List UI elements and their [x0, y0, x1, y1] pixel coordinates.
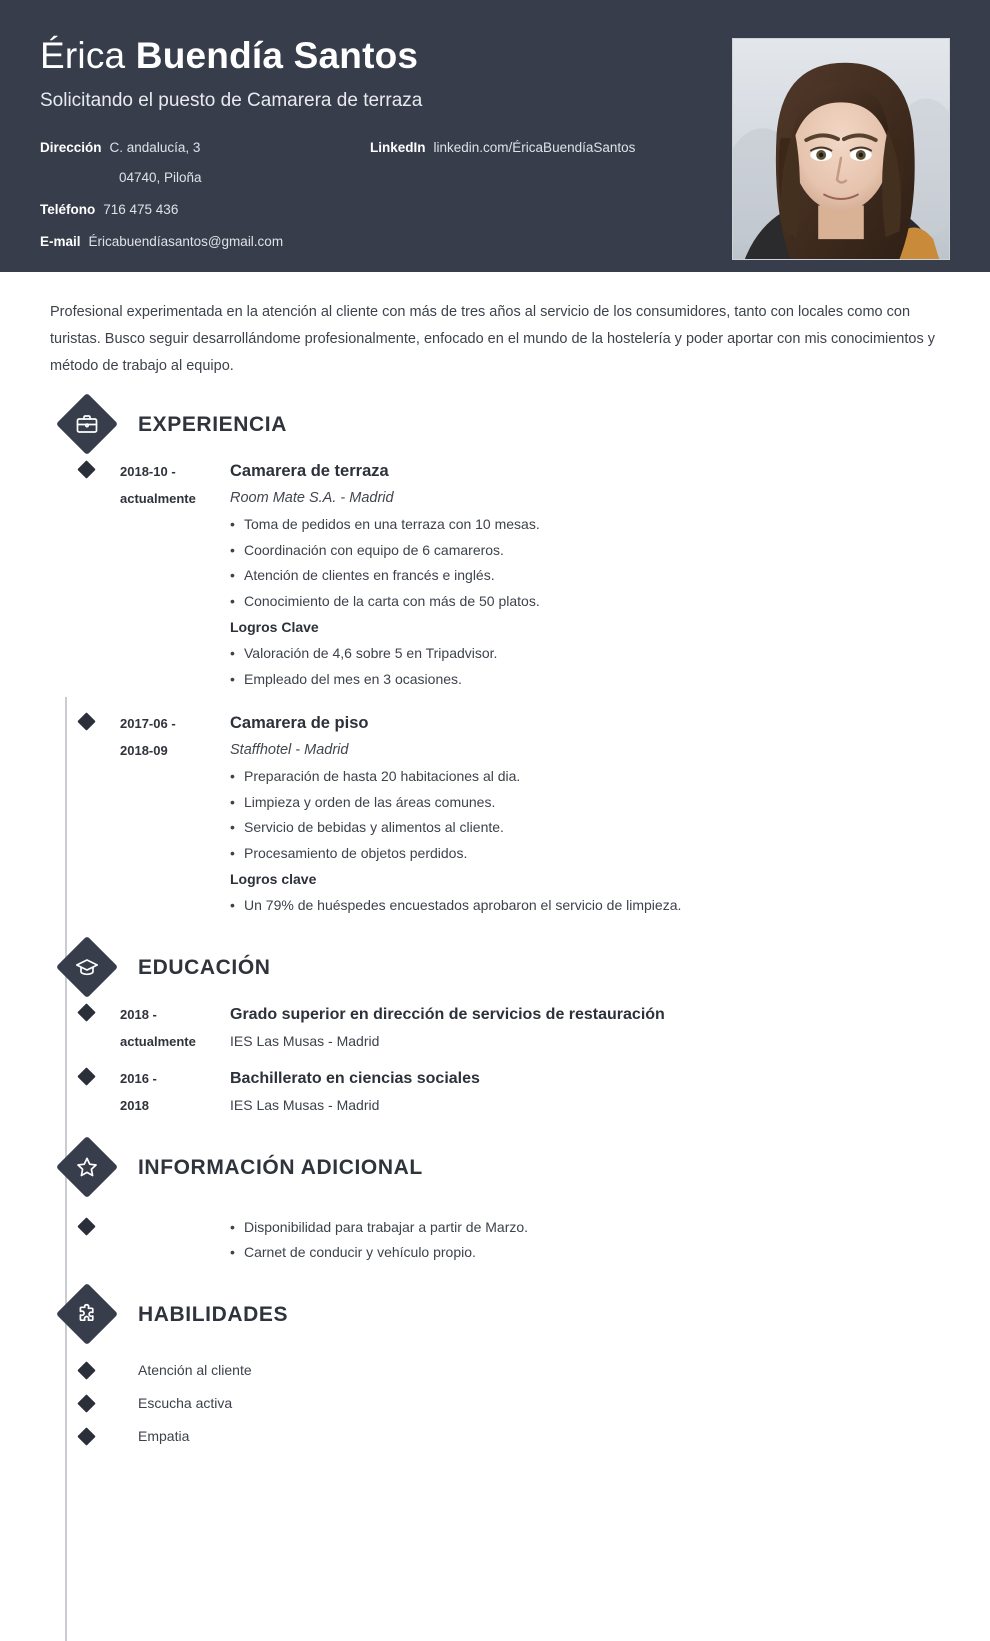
experience-achievement-bullets — [230, 893, 950, 919]
skills-list — [40, 1354, 950, 1453]
education-school: IES Las Musas - Madrid — [230, 1096, 380, 1113]
contact-linkedin[interactable] — [370, 138, 635, 158]
education-entry — [65, 1055, 950, 1119]
cv-body — [0, 299, 990, 1453]
section-header-experiencia — [65, 402, 950, 448]
skill-label: Empatia — [138, 1427, 190, 1444]
skill-label: Escucha activa — [138, 1394, 233, 1411]
contact-email-value: Éricabuendíasantos@gmail.com — [88, 234, 284, 249]
timeline-diamond-marker — [77, 1217, 95, 1235]
experience-date — [120, 458, 230, 692]
list-item: • Toma de pedidos en una terraza con 10 mesas. — [230, 512, 950, 538]
section-title: EDUCACIÓN — [138, 955, 271, 979]
experience-achievements-heading: Logros Clave — [230, 619, 319, 635]
experience-bullets — [230, 512, 950, 614]
experience-achievement-bullets — [230, 641, 950, 692]
education-date-to: actualmente — [120, 1033, 196, 1049]
experience-role: Camarera de terraza — [230, 462, 389, 480]
graduation-cap-icon — [56, 935, 118, 997]
additional-info-entry — [65, 1205, 950, 1266]
list-item: • Procesamiento de objetos perdidos. — [230, 841, 950, 867]
first-name: Érica — [40, 35, 126, 76]
contact-linkedin-label: LinkedIn — [370, 140, 426, 155]
additional-info-date-spacer — [120, 1215, 230, 1266]
contact-address-value-line2: 04740, Piloña — [119, 170, 202, 185]
timeline-diamond-marker — [77, 460, 95, 478]
skill-label: Atención al cliente — [138, 1361, 252, 1378]
list-item: • Carnet de conducir y vehículo propio. — [230, 1240, 950, 1266]
skill-item — [65, 1354, 950, 1387]
section-title: INFORMACIÓN ADICIONAL — [138, 1155, 423, 1179]
list-item: • Servicio de bebidas y alimentos al cliente. — [230, 815, 950, 841]
list-item: • Preparación de hasta 20 habitaciones al dia. — [230, 764, 950, 790]
list-item: • Un 79% de huéspedes encuestados aprobaron el servicio de limpieza. — [230, 893, 950, 919]
section-informacion-adicional — [40, 1145, 950, 1266]
professional-summary: Profesional experimentada en la atención al cliente con más de tres años al servicio de los consumidores, tanto con locales como con turistas. Busco seguir desarrollándome profesionalmente, enfocado en el mundo de la hostelería y poder aportar con mis conocimientos y método de trabajo al equipo. — [50, 304, 935, 374]
section-header-educacion — [65, 945, 950, 991]
star-icon — [56, 1135, 118, 1197]
contact-phone — [40, 200, 385, 220]
education-degree: Bachillerato en ciencias sociales — [230, 1069, 480, 1087]
experience-bullets — [230, 764, 950, 866]
contact-email[interactable] — [40, 232, 385, 252]
contact-linkedin-value: linkedin.com/ÉricaBuendíaSantos — [433, 140, 636, 155]
profile-photo — [732, 38, 950, 260]
skill-item — [65, 1387, 950, 1420]
additional-info-bullets — [230, 1215, 950, 1266]
contact-details — [40, 138, 720, 252]
last-name: Buendía Santos — [135, 35, 419, 76]
contact-phone-label: Teléfono — [40, 202, 96, 217]
section-title: HABILIDADES — [138, 1302, 289, 1326]
section-title: EXPERIENCIA — [138, 413, 287, 436]
experience-date — [120, 710, 230, 919]
cv-header — [0, 0, 990, 272]
experience-date-to: actualmente — [120, 491, 196, 506]
experience-company: Room Mate S.A. - Madrid — [230, 490, 394, 506]
contact-phone-value: 716 475 436 — [103, 202, 179, 217]
contact-address-label: Dirección — [40, 140, 102, 155]
experience-entry — [65, 700, 950, 919]
list-item: • Empleado del mes en 3 ocasiones. — [230, 667, 950, 693]
puzzle-piece-icon — [56, 1282, 118, 1344]
list-item: • Atención de clientes en francés e inglés. — [230, 563, 950, 589]
list-item: • Coordinación con equipo de 6 camareros. — [230, 538, 950, 564]
experience-company: Staffhotel - Madrid — [230, 742, 349, 758]
education-date-from: 2016 - — [120, 1070, 157, 1086]
section-experiencia — [40, 402, 950, 919]
education-entry — [65, 991, 950, 1055]
experience-entry — [65, 448, 950, 692]
experience-date-to: 2018-09 — [120, 743, 168, 758]
list-item: • Disponibilidad para trabajar a partir de Marzo. — [230, 1215, 950, 1241]
timeline-diamond-marker — [77, 712, 95, 730]
timeline-diamond-marker — [77, 1003, 95, 1021]
education-school: IES Las Musas - Madrid — [230, 1032, 380, 1049]
list-item: • Limpieza y orden de las áreas comunes. — [230, 790, 950, 816]
list-item: • Conocimiento de la carta con más de 50 platos. — [230, 589, 950, 615]
section-header-informacion-adicional — [65, 1145, 950, 1191]
list-item: • Valoración de 4,6 sobre 5 en Tripadvisor. — [230, 641, 950, 667]
experience-achievements-heading: Logros clave — [230, 871, 317, 887]
experience-date-from: 2018-10 - — [120, 464, 176, 479]
contact-address-value: C. andalucía, 3 — [109, 140, 201, 155]
timeline-diamond-marker — [77, 1361, 95, 1379]
briefcase-icon — [56, 393, 118, 455]
education-date-to: 2018 — [120, 1097, 149, 1113]
section-header-habilidades — [65, 1292, 950, 1338]
timeline-diamond-marker — [77, 1067, 95, 1085]
education-date — [120, 1001, 230, 1055]
education-degree: Grado superior en dirección de servicios de restauración — [230, 1005, 665, 1023]
job-title: Solicitando el puesto de Camarera de terraza — [40, 90, 423, 111]
timeline-diamond-marker — [77, 1394, 95, 1412]
experience-role: Camarera de piso — [230, 714, 369, 732]
contact-address — [40, 138, 385, 158]
contact-email-label: E-mail — [40, 234, 81, 249]
education-date — [120, 1065, 230, 1119]
section-educacion — [40, 945, 950, 1119]
experience-date-from: 2017-06 - — [120, 716, 176, 731]
timeline-diamond-marker — [77, 1427, 95, 1445]
education-date-from: 2018 - — [120, 1006, 157, 1022]
skill-item — [65, 1420, 950, 1453]
section-habilidades — [40, 1292, 950, 1453]
